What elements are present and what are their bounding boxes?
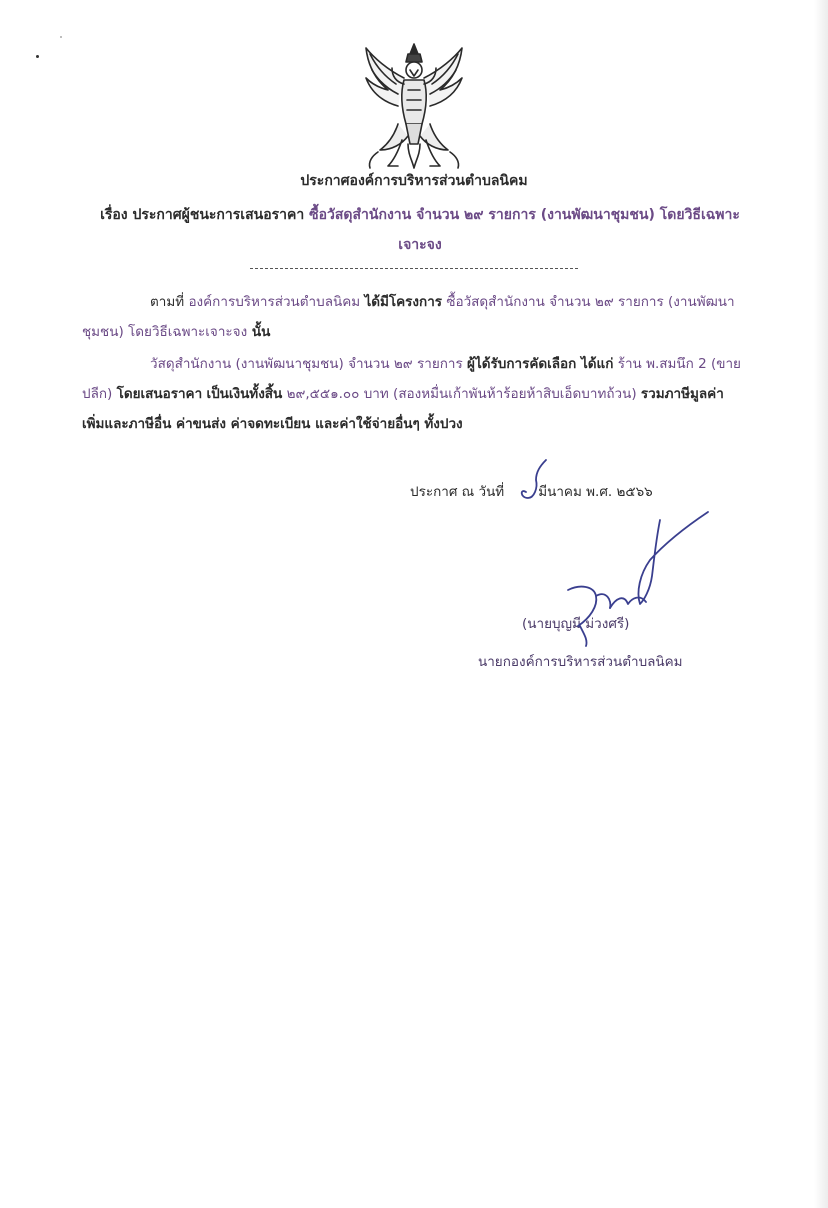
p2-vendor: ร้าน พ.สมนึก 2 (ขายปลีก) [82,356,741,402]
p1-project: ซื้อวัสดุสำนักงาน จำนวน ๒๙ รายการ (งานพัฒนาชุมชน) โดยวิธีเฉพาะเจาะจง [82,294,735,340]
signer-position: นายกองค์การบริหารส่วนตำบลนิคม [478,654,683,670]
p2-text: โดยเสนอราคา [116,386,203,402]
date-prefix: ประกาศ ณ วันที่ [410,484,505,500]
subject-prefix: เรื่อง ประกาศผู้ชนะการเสนอราคา [100,207,305,223]
subject-project: ซื้อวัสดุสำนักงาน จำนวน ๒๙ รายการ (งานพัฒนาชุมชน) โดยวิธีเฉพาะเจาะจง [309,207,740,253]
date-month-year: มีนาคม พ.ศ. ๒๕๖๖ [538,484,653,500]
p2-text: ผู้ได้รับการคัดเลือก ได้แก่ [467,356,614,372]
announcement-subject [84,200,756,260]
paragraph-winner [82,349,742,439]
p2-text: เป็นเงินทั้งสิ้น [206,386,283,402]
p2-amount: ๒๙,๕๕๑.๐๐ บาท (สองหมื่นเก้าพันห้าร้อยห้าสิบเอ็ดบาทถ้วน) [286,386,637,402]
p1-text: ได้มีโครงการ [364,294,443,310]
scan-speck [60,36,62,38]
signer-name: (นายบุญมี ม่วงศรี) [522,616,630,632]
paragraph-intro [82,287,742,347]
announcement-date [410,480,653,502]
p1-text: ตามที่ [150,294,185,310]
garuda-emblem-icon [358,40,470,172]
p1-text: นั้น [247,324,271,340]
p2-text: รวมภาษีมูลค่าเพิ่มและภาษีอื่น ค่าขนส่ง ค่าจดทะเบียน และค่าใช้จ่ายอื่นๆ ทั้งปวง [82,386,724,432]
divider-line [250,268,578,269]
announcement-title: ประกาศองค์การบริหารส่วนตำบลนิคม [300,173,528,189]
p2-item: วัสดุสำนักงาน (งานพัฒนาชุมชน) จำนวน ๒๙ รายการ [150,356,463,372]
p1-organization: องค์การบริหารส่วนตำบลนิคม [188,294,361,310]
scan-speck [36,55,39,58]
